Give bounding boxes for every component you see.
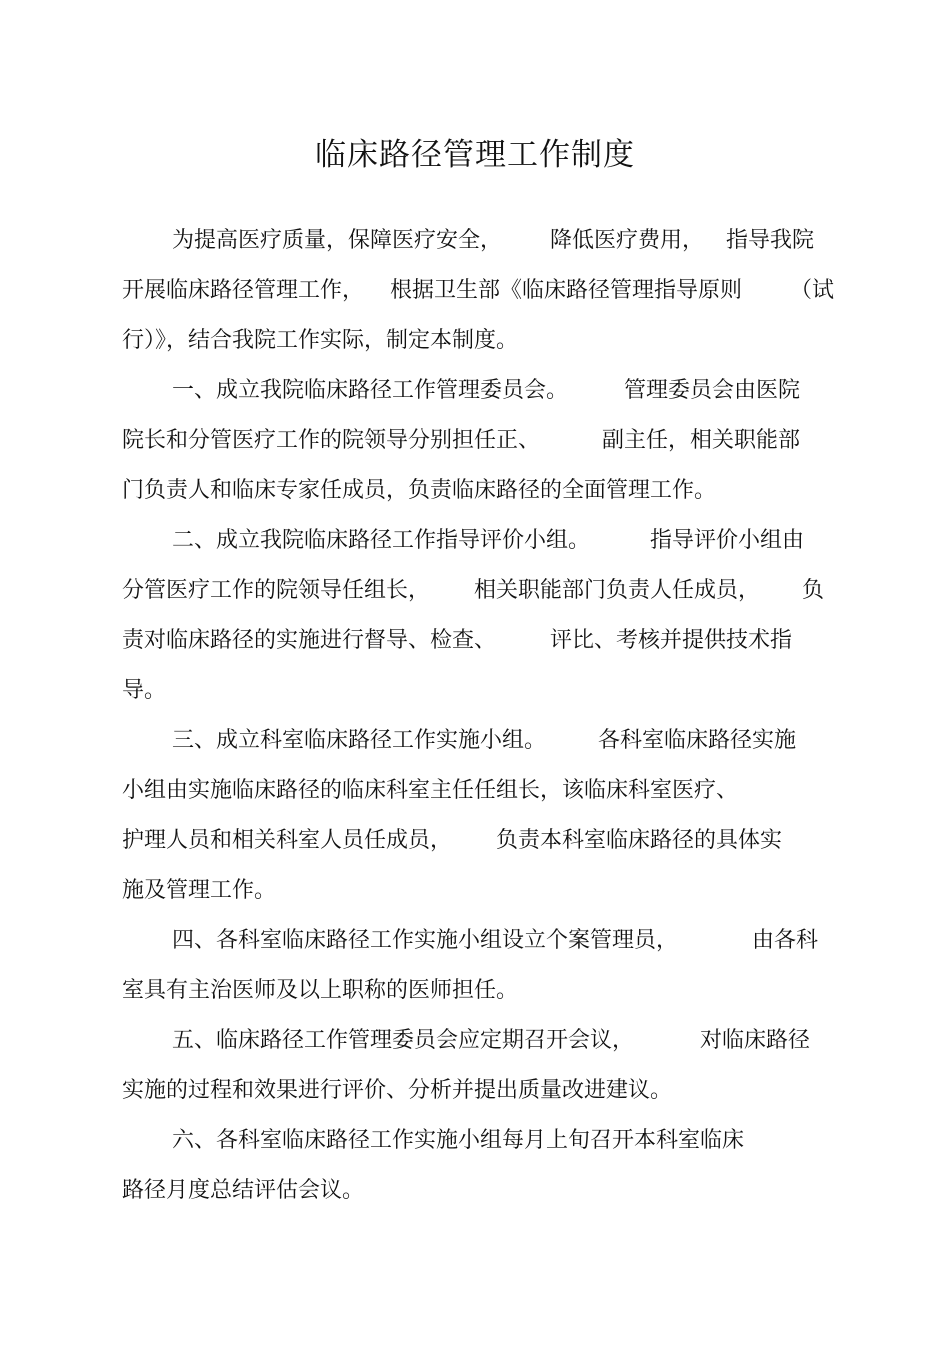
text-segment: 施及管理工作。 (122, 878, 277, 903)
document-title: 临床路径管理工作制度 (315, 137, 635, 173)
text-segment: 一、成立我院临床路径工作管理委员会。 (172, 378, 569, 403)
text-segment: 门负责人和临床专家任成员，负责临床路径的全面管理工作。 (122, 478, 717, 503)
body-line (122, 1076, 672, 1106)
text-segment: 护理人员和相关科室人员任成员， (122, 828, 453, 853)
text-segment: 负责本科室临床路径的具体实 (496, 828, 783, 853)
text-segment: 负 (802, 578, 825, 603)
text-segment: 评比、考核并提供技术指 (550, 628, 793, 653)
text-segment: 五、临床路径工作管理委员会应定期召开会议， (172, 1028, 635, 1053)
text-segment: 降低医疗费用， (550, 228, 705, 253)
text-segment: 由各科 (752, 928, 819, 953)
body-line (122, 826, 783, 856)
text-segment: 院长和分管医疗工作的院领导分别担任正、 (122, 428, 541, 453)
text-segment: 二、成立我院临床路径工作指导评价小组。 (172, 528, 591, 553)
body-line (122, 876, 276, 906)
text-segment: 六、各科室临床路径工作实施小组每月上旬召开本科室临床 (172, 1128, 745, 1153)
body-line (122, 626, 793, 656)
text-segment: 路径月度总结评估会议。 (122, 1178, 365, 1203)
body-line (122, 976, 518, 1006)
body-line (172, 1026, 811, 1056)
text-segment: 室具有主治医师及以上职称的医师担任。 (122, 978, 519, 1003)
text-segment: 为提高医疗质量，保障医疗安全， (172, 228, 503, 253)
text-segment: 相关职能部门负责人任成员， (474, 578, 761, 603)
body-line (172, 226, 815, 256)
body-line (172, 376, 801, 406)
text-segment: 各科室临床路径实施 (598, 728, 797, 753)
body-line (122, 476, 716, 506)
body-line (122, 776, 738, 806)
text-segment: 管理委员会由医院 (624, 378, 801, 403)
text-segment: 对临床路径 (700, 1028, 811, 1053)
body-line (122, 326, 518, 356)
text-segment: 行）》，结合我院工作实际，制定本制度。 (122, 328, 519, 353)
body-line (172, 1126, 744, 1156)
text-segment: 三、成立科室临床路径工作实施小组。 (172, 728, 547, 753)
text-segment: 副主任，相关职能部 (602, 428, 801, 453)
body-line (172, 926, 819, 956)
body-line (122, 576, 825, 606)
text-segment: 四、各科室临床路径工作实施小组设立个案管理员， (172, 928, 679, 953)
body-line (172, 726, 797, 756)
text-segment: 导。 (122, 678, 167, 703)
body-line (122, 676, 166, 706)
text-segment: 小组由实施临床路径的临床科室主任任组长，该临床科室医疗、 (122, 778, 739, 803)
text-segment: 实施的过程和效果进行评价、分析并提出质量改进建议。 (122, 1078, 673, 1103)
body-line (172, 526, 805, 556)
body-line (122, 1176, 364, 1206)
body-line (122, 276, 835, 306)
body-line (122, 426, 801, 456)
text-segment: 责对临床路径的实施进行督导、检查、 (122, 628, 497, 653)
text-segment: 分管医疗工作的院领导任组长， (122, 578, 431, 603)
text-segment: （试 (790, 278, 835, 303)
text-segment: 开展临床路径管理工作， (122, 278, 365, 303)
text-segment: 指导我院 (726, 228, 815, 253)
text-segment: 根据卫生部《临床路径管理指导原则 (390, 278, 743, 303)
text-segment: 指导评价小组由 (650, 528, 805, 553)
